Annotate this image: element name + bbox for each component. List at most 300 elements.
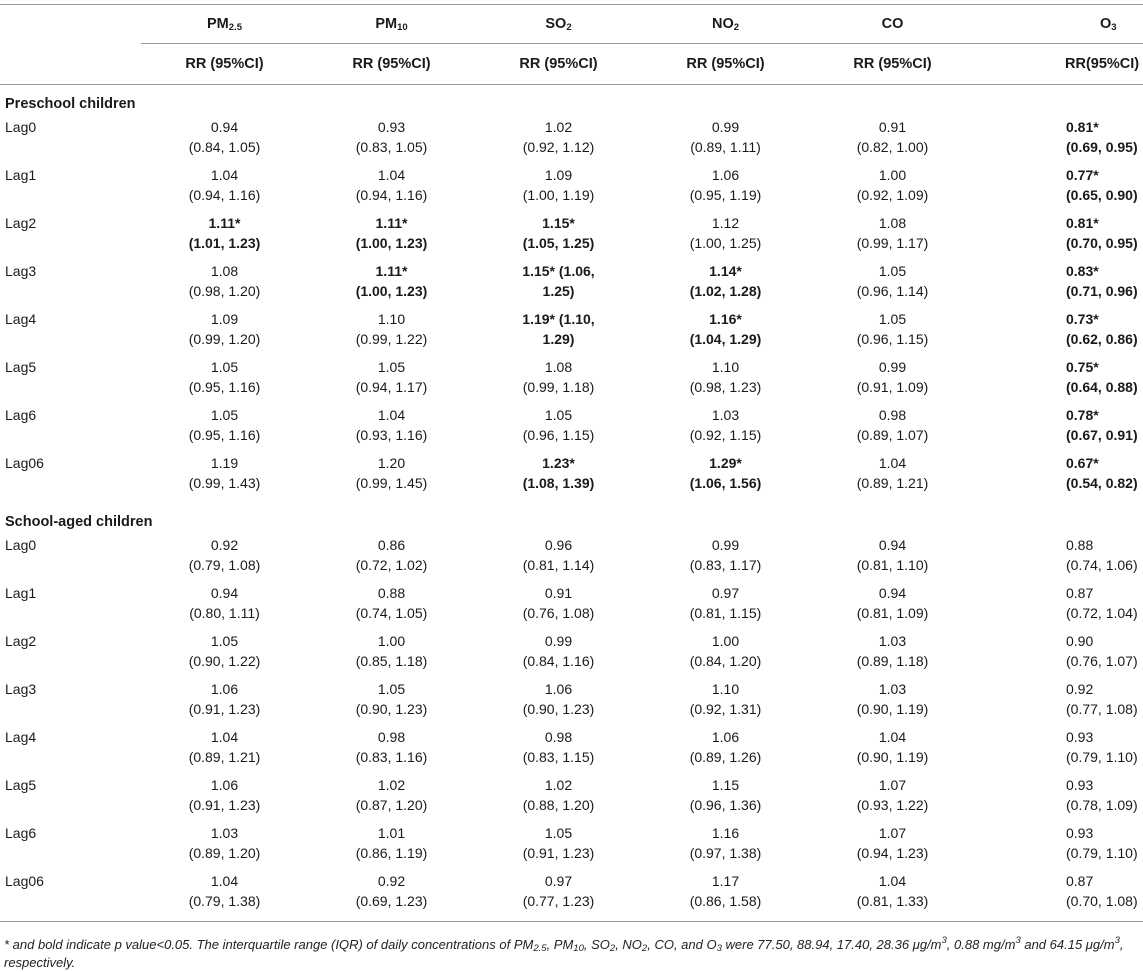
rr-cell-content — [690, 679, 762, 719]
rr-cell — [976, 211, 1143, 259]
rr-cell-content — [857, 583, 929, 623]
pollutant-header — [642, 5, 809, 44]
rr-cell-content — [1066, 357, 1138, 397]
rr-value: 1.05 — [377, 359, 406, 375]
pollutant-subscript: 3 — [1111, 22, 1117, 33]
rr-cell — [809, 677, 976, 725]
rr-cell-content — [857, 261, 929, 301]
ci-value: (1.08, 1.39) — [522, 475, 595, 491]
rr-cell — [308, 259, 475, 307]
rr-cell — [809, 821, 976, 869]
rr-value: 1.05 — [377, 681, 406, 697]
ci-value: (0.54, 0.82) — [1066, 475, 1138, 491]
rr-cell — [642, 821, 809, 869]
rr-cell-content — [356, 775, 428, 815]
rr-cell — [976, 581, 1143, 629]
rr-value: 1.04 — [210, 167, 239, 183]
rr-cell-content — [522, 261, 594, 301]
table-row — [0, 533, 1143, 581]
ci-value: (0.90, 1.19) — [856, 749, 929, 765]
rr-value: 1.11* — [375, 215, 408, 231]
rr-cell — [141, 773, 308, 821]
rr-cell-content — [1066, 213, 1138, 253]
rr-cell-content — [690, 823, 762, 863]
rr-cell-content — [356, 727, 428, 767]
rr-cell-content — [189, 165, 261, 205]
rr-value: 1.10 — [711, 359, 740, 375]
rr-value: 0.91 — [878, 119, 907, 135]
rr-cell-content — [523, 117, 595, 157]
rr-cell — [809, 211, 976, 259]
rr-value: 1.23* — [542, 455, 575, 471]
ci-value: (0.87, 1.20) — [355, 797, 428, 813]
lag-label: Lag0 — [5, 537, 37, 553]
rr-cell — [475, 259, 642, 307]
rr-cell — [308, 115, 475, 163]
group-label: School-aged children — [5, 514, 153, 530]
rr-cell-content — [857, 631, 929, 671]
ci-value: (0.70, 0.95) — [1066, 235, 1138, 251]
rr-value: 1.06 — [711, 167, 740, 183]
rr-value: 1.02 — [544, 119, 573, 135]
rr-value: 1.01 — [377, 825, 406, 841]
rr-value: 0.96 — [544, 537, 573, 553]
rr-cell — [809, 115, 976, 163]
table-row — [0, 163, 1143, 211]
rr-value: 0.78* — [1066, 407, 1099, 423]
lag-label: Lag06 — [5, 873, 44, 889]
rr-cell-content — [1066, 631, 1138, 671]
rr-cell-content — [857, 871, 929, 911]
rr-value: 0.93 — [1066, 777, 1094, 793]
table-row — [0, 211, 1143, 259]
rr-cell-content — [1066, 535, 1138, 575]
rr-value: 1.05 — [210, 633, 239, 649]
ci-value: (0.79, 1.10) — [1066, 845, 1138, 861]
footnote-text: were 77.50, 88.94, 17.40, 28.36 μg/m — [721, 937, 942, 952]
table-row — [0, 581, 1143, 629]
rr-value: 1.07 — [878, 777, 907, 793]
rr-cell — [976, 677, 1143, 725]
rr-value: 1.16 — [711, 825, 740, 841]
ci-value: (0.99, 1.45) — [355, 475, 428, 491]
lag-label: Lag3 — [5, 263, 37, 279]
rr-cell-content — [523, 583, 595, 623]
rr-value: 1.06 — [711, 729, 740, 745]
lag-label: Lag5 — [5, 777, 37, 793]
rr-cell-content — [1066, 165, 1138, 205]
rr-value: 0.81* — [1066, 215, 1099, 231]
footnote-text: and 64.15 μg/m — [1020, 937, 1115, 952]
rr-cell-content — [523, 631, 595, 671]
rr-cell-content — [356, 535, 428, 575]
ci-value: (0.77, 1.08) — [1066, 701, 1138, 717]
pollutant-name: SO — [545, 16, 567, 32]
pollutant-header — [475, 5, 642, 44]
table-footnote — [0, 936, 1139, 972]
table-row — [0, 403, 1143, 451]
rr-value: 0.98 — [544, 729, 573, 745]
lag-label: Lag1 — [5, 167, 37, 183]
ci-value: (0.81, 1.10) — [856, 557, 929, 573]
ci-value: (0.93, 1.22) — [856, 797, 929, 813]
rr-cell — [141, 259, 308, 307]
lag-label: Lag4 — [5, 729, 37, 745]
ci-value: (0.90, 1.22) — [188, 653, 261, 669]
rr-value: 0.75* — [1066, 359, 1099, 375]
rr-cell-content — [356, 823, 428, 863]
rr-cell-content — [189, 213, 261, 253]
rr-cell — [141, 355, 308, 403]
rr-cell — [642, 211, 809, 259]
rr-cell-content — [356, 357, 428, 397]
rr-cell — [976, 725, 1143, 773]
pollutant-name: O — [1100, 16, 1112, 32]
rr-cell — [308, 629, 475, 677]
rr-cell-content — [857, 405, 929, 445]
rr-value: 0.94 — [210, 119, 239, 135]
ci-value: (1.00, 1.23) — [355, 283, 428, 299]
ci-value: (0.99, 1.18) — [522, 379, 595, 395]
rr-value: 0.92 — [210, 537, 239, 553]
rr-cell-content — [522, 309, 594, 349]
ci-value: (0.79, 1.10) — [1066, 749, 1138, 765]
ci-value: (0.83, 1.17) — [689, 557, 762, 573]
ci-value: (0.89, 1.07) — [856, 427, 929, 443]
ci-value: (1.00, 1.19) — [522, 187, 595, 203]
rr-value: 1.00 — [377, 633, 406, 649]
rr-value: 0.77* — [1066, 167, 1099, 183]
ci-value: (0.74, 1.05) — [355, 605, 428, 621]
rr-cell — [475, 403, 642, 451]
rr-value: 1.02 — [377, 777, 406, 793]
rr-value: 1.05 — [544, 825, 573, 841]
rr-cell-content — [356, 261, 428, 301]
rr-cell — [141, 211, 308, 259]
rr-value: 1.29* — [709, 455, 742, 471]
ci-value: (0.89, 1.18) — [856, 653, 929, 669]
rr-cell — [308, 725, 475, 773]
rr-value: 1.00 — [878, 167, 907, 183]
rr-cell — [809, 355, 976, 403]
ci-value: 1.25) — [542, 283, 575, 299]
rr-value: 1.05 — [878, 311, 907, 327]
rr-cell-content — [189, 261, 261, 301]
footnote-superscript: 3 — [1015, 935, 1021, 946]
ci-value: (0.89, 1.21) — [856, 475, 929, 491]
rr-cell-content — [523, 727, 595, 767]
rr-cell — [642, 259, 809, 307]
table-row — [0, 869, 1143, 922]
rr-value: 1.04 — [210, 729, 239, 745]
ci-value: (0.67, 0.91) — [1066, 427, 1138, 443]
lag-label: Lag2 — [5, 633, 37, 649]
table-row — [0, 629, 1143, 677]
pollutant-subscript: 10 — [397, 22, 408, 33]
table-row — [0, 677, 1143, 725]
ci-value: (0.81, 1.14) — [522, 557, 595, 573]
rr-cell — [475, 677, 642, 725]
rr-cell — [308, 677, 475, 725]
rr-cell-content — [356, 405, 428, 445]
ci-value: (0.97, 1.38) — [689, 845, 762, 861]
rr-cell-content — [690, 631, 762, 671]
rr-cell-content — [189, 631, 261, 671]
ci-value: (0.89, 1.26) — [689, 749, 762, 765]
ci-value: (0.98, 1.23) — [689, 379, 762, 395]
rr-cell — [141, 533, 308, 581]
ci-value: (0.92, 1.09) — [856, 187, 929, 203]
rr-cell-content — [356, 453, 428, 493]
rr-value: 1.03 — [878, 681, 907, 697]
rr-cell-content — [690, 213, 762, 253]
footnote-text: , CO, and O — [647, 937, 717, 952]
rr-cell — [642, 307, 809, 355]
rr-cell-content — [523, 405, 595, 445]
rr-value: 1.03 — [711, 407, 740, 423]
rr-cell-content — [189, 453, 261, 493]
rr-value: 1.16* — [709, 311, 742, 327]
ci-value: (0.77, 1.23) — [522, 893, 595, 909]
rr-cell — [642, 869, 809, 922]
rr-cell — [642, 581, 809, 629]
rr-cell-content — [1066, 823, 1138, 863]
pollutant-subscript: 2 — [566, 22, 572, 33]
rr-cell-content — [1066, 309, 1138, 349]
rr-cell-content — [690, 871, 762, 911]
rr-cell — [976, 869, 1143, 922]
rr-value: 0.93 — [377, 119, 406, 135]
ci-value: (0.65, 0.90) — [1066, 187, 1138, 203]
ci-value: (0.83, 1.15) — [522, 749, 595, 765]
ci-value: (0.96, 1.14) — [856, 283, 929, 299]
ci-value: (0.84, 1.20) — [689, 653, 762, 669]
ci-value: (0.76, 1.08) — [522, 605, 595, 621]
footnote-text: , 0.88 mg/m — [946, 937, 1016, 952]
rr-value: 0.98 — [878, 407, 907, 423]
ci-value: (0.95, 1.16) — [188, 427, 261, 443]
ci-value: (0.88, 1.20) — [522, 797, 595, 813]
ci-value: (0.94, 1.23) — [856, 845, 929, 861]
pollutant-name: CO — [881, 16, 904, 32]
rr-cell — [809, 533, 976, 581]
ci-value: (0.72, 1.04) — [1066, 605, 1138, 621]
ci-value: (0.91, 1.23) — [188, 701, 261, 717]
rr-cell — [642, 773, 809, 821]
ci-value: (1.00, 1.25) — [689, 235, 762, 251]
rr-value: 1.07 — [878, 825, 907, 841]
rr-value: 0.93 — [1066, 729, 1094, 745]
rr-value: 0.99 — [544, 633, 573, 649]
rr-value: 1.06 — [210, 681, 239, 697]
lag-label: Lag6 — [5, 407, 37, 423]
rr-cell-content — [690, 165, 762, 205]
rr-cell-content — [189, 357, 261, 397]
footnote-subscript: 10 — [573, 943, 584, 954]
rr-cell-content — [523, 775, 595, 815]
rr-value: 0.88 — [377, 585, 406, 601]
ci-value: (1.04, 1.29) — [689, 331, 762, 347]
ci-value: (0.70, 1.08) — [1066, 893, 1138, 909]
table-row — [0, 725, 1143, 773]
ci-value: (0.71, 0.96) — [1066, 283, 1138, 299]
rr-cell-content — [690, 583, 762, 623]
pollutant-header — [308, 5, 475, 44]
rr-cell-content — [857, 453, 929, 493]
rr-cell — [141, 629, 308, 677]
ci-value: (0.94, 1.16) — [188, 187, 261, 203]
rr-cell — [308, 451, 475, 503]
rr-cell — [141, 115, 308, 163]
rr-cell-content — [690, 727, 762, 767]
pollutant-name: PM — [207, 16, 229, 32]
ci-value: (0.83, 1.05) — [355, 139, 428, 155]
ci-value: (0.94, 1.16) — [355, 187, 428, 203]
rr-value: 1.09 — [210, 311, 239, 327]
metric-header: RR(95%CI) — [976, 44, 1143, 85]
rr-cell — [308, 821, 475, 869]
ci-value: (0.81, 1.15) — [689, 605, 762, 621]
rr-value: 1.15* — [542, 215, 575, 231]
lag-label: Lag5 — [5, 359, 37, 375]
rr-cell-content — [523, 679, 595, 719]
lag-label: Lag0 — [5, 119, 37, 135]
rr-cell-content — [690, 775, 762, 815]
rr-cell-content — [857, 309, 929, 349]
lag-label: Lag6 — [5, 825, 37, 841]
rr-cell-content — [690, 261, 762, 301]
rr-value: 1.17 — [711, 873, 740, 889]
ci-value: (0.90, 1.23) — [522, 701, 595, 717]
footnote-subscript: 2 — [641, 943, 648, 954]
group-row — [0, 503, 1143, 533]
rr-value: 0.99 — [711, 537, 740, 553]
rr-cell-content — [523, 357, 595, 397]
rr-cell — [642, 629, 809, 677]
rr-value: 1.08 — [210, 263, 239, 279]
rr-value: 1.03 — [210, 825, 239, 841]
rr-value: 0.87 — [1066, 873, 1094, 889]
pollutant-subscript: 2 — [733, 22, 740, 33]
rr-value: 1.06 — [210, 777, 239, 793]
rr-cell — [475, 115, 642, 163]
rr-cell — [642, 533, 809, 581]
ci-value: (0.81, 1.33) — [856, 893, 929, 909]
rr-cell — [475, 355, 642, 403]
ci-value: (0.82, 1.00) — [856, 139, 929, 155]
rr-cell — [141, 581, 308, 629]
ci-value: (0.99, 1.20) — [188, 331, 261, 347]
rr-cell-content — [690, 309, 762, 349]
rr-value: 1.02 — [544, 777, 573, 793]
rr-value: 1.08 — [878, 215, 907, 231]
rr-cell — [475, 307, 642, 355]
rr-cell-content — [857, 535, 929, 575]
ci-value: (1.02, 1.28) — [689, 283, 762, 299]
rr-value: 0.94 — [878, 585, 907, 601]
pollutant-name: PM — [375, 16, 398, 32]
rr-value: 0.92 — [1066, 681, 1094, 697]
rr-cell — [475, 869, 642, 922]
rr-cell — [475, 773, 642, 821]
footnote-subscript: 2.5 — [533, 943, 547, 954]
rr-cell — [976, 355, 1143, 403]
rr-value: 1.05 — [210, 359, 239, 375]
rr-cell-content — [1066, 775, 1138, 815]
ci-value: (0.96, 1.15) — [856, 331, 929, 347]
rr-value: 0.73* — [1066, 311, 1099, 327]
metric-header-row — [0, 44, 1143, 85]
pollutant-subscript: 2.5 — [228, 22, 242, 33]
rr-value: 0.87 — [1066, 585, 1094, 601]
rr-cell-content — [690, 453, 762, 493]
lag-label: Lag2 — [5, 215, 37, 231]
rr-value: 1.19 — [210, 455, 239, 471]
rr-cell — [976, 403, 1143, 451]
rr-cell-content — [523, 213, 595, 253]
rr-value: 0.83* — [1066, 263, 1099, 279]
rr-value: 0.97 — [711, 585, 740, 601]
footnote-superscript: 3 — [941, 935, 947, 946]
rr-value: 1.05 — [544, 407, 573, 423]
ci-value: (0.95, 1.16) — [188, 379, 261, 395]
rr-cell-content — [857, 727, 929, 767]
rr-cell — [141, 163, 308, 211]
rr-cell — [308, 355, 475, 403]
ci-value: (0.91, 1.23) — [188, 797, 261, 813]
rr-cell — [308, 163, 475, 211]
ci-value: (0.79, 1.38) — [188, 893, 261, 909]
rr-value: 1.06 — [544, 681, 573, 697]
footnote-text: , SO — [583, 937, 610, 952]
footnote-superscript: 3 — [1114, 935, 1120, 946]
rr-cell — [308, 581, 475, 629]
rr-value: 1.04 — [878, 729, 907, 745]
rr-cell-content — [690, 405, 762, 445]
ci-value: (0.96, 1.36) — [689, 797, 762, 813]
rr-cell-content — [356, 679, 428, 719]
ci-value: (0.91, 1.09) — [856, 379, 929, 395]
ci-value: (0.69, 1.23) — [355, 893, 428, 909]
rr-cell — [308, 533, 475, 581]
rr-cell — [809, 629, 976, 677]
ci-value: (0.99, 1.43) — [188, 475, 261, 491]
footnote-text: , PM — [546, 937, 574, 952]
rr-cell — [976, 629, 1143, 677]
ci-value: (0.86, 1.19) — [355, 845, 428, 861]
rr-cell — [809, 307, 976, 355]
rr-value: 1.04 — [210, 873, 239, 889]
rr-cell-content — [523, 535, 595, 575]
rr-cell — [976, 773, 1143, 821]
rr-cell-content — [857, 213, 929, 253]
lag-label: Lag06 — [5, 455, 44, 471]
ci-value: (0.98, 1.20) — [188, 283, 261, 299]
rr-cell-content — [690, 535, 762, 575]
ci-value: (0.95, 1.19) — [689, 187, 762, 203]
rr-cell — [976, 451, 1143, 503]
ci-value: (0.69, 0.95) — [1066, 139, 1138, 155]
pollutant-header — [141, 5, 308, 44]
rr-cell-content — [356, 165, 428, 205]
rr-cell-content — [1066, 679, 1138, 719]
rr-cell-content — [1066, 405, 1138, 445]
ci-value: (0.90, 1.23) — [355, 701, 428, 717]
rr-cell — [642, 725, 809, 773]
pollutant-header-row — [0, 5, 1143, 44]
rr-cell — [976, 821, 1143, 869]
rr-cell — [141, 725, 308, 773]
